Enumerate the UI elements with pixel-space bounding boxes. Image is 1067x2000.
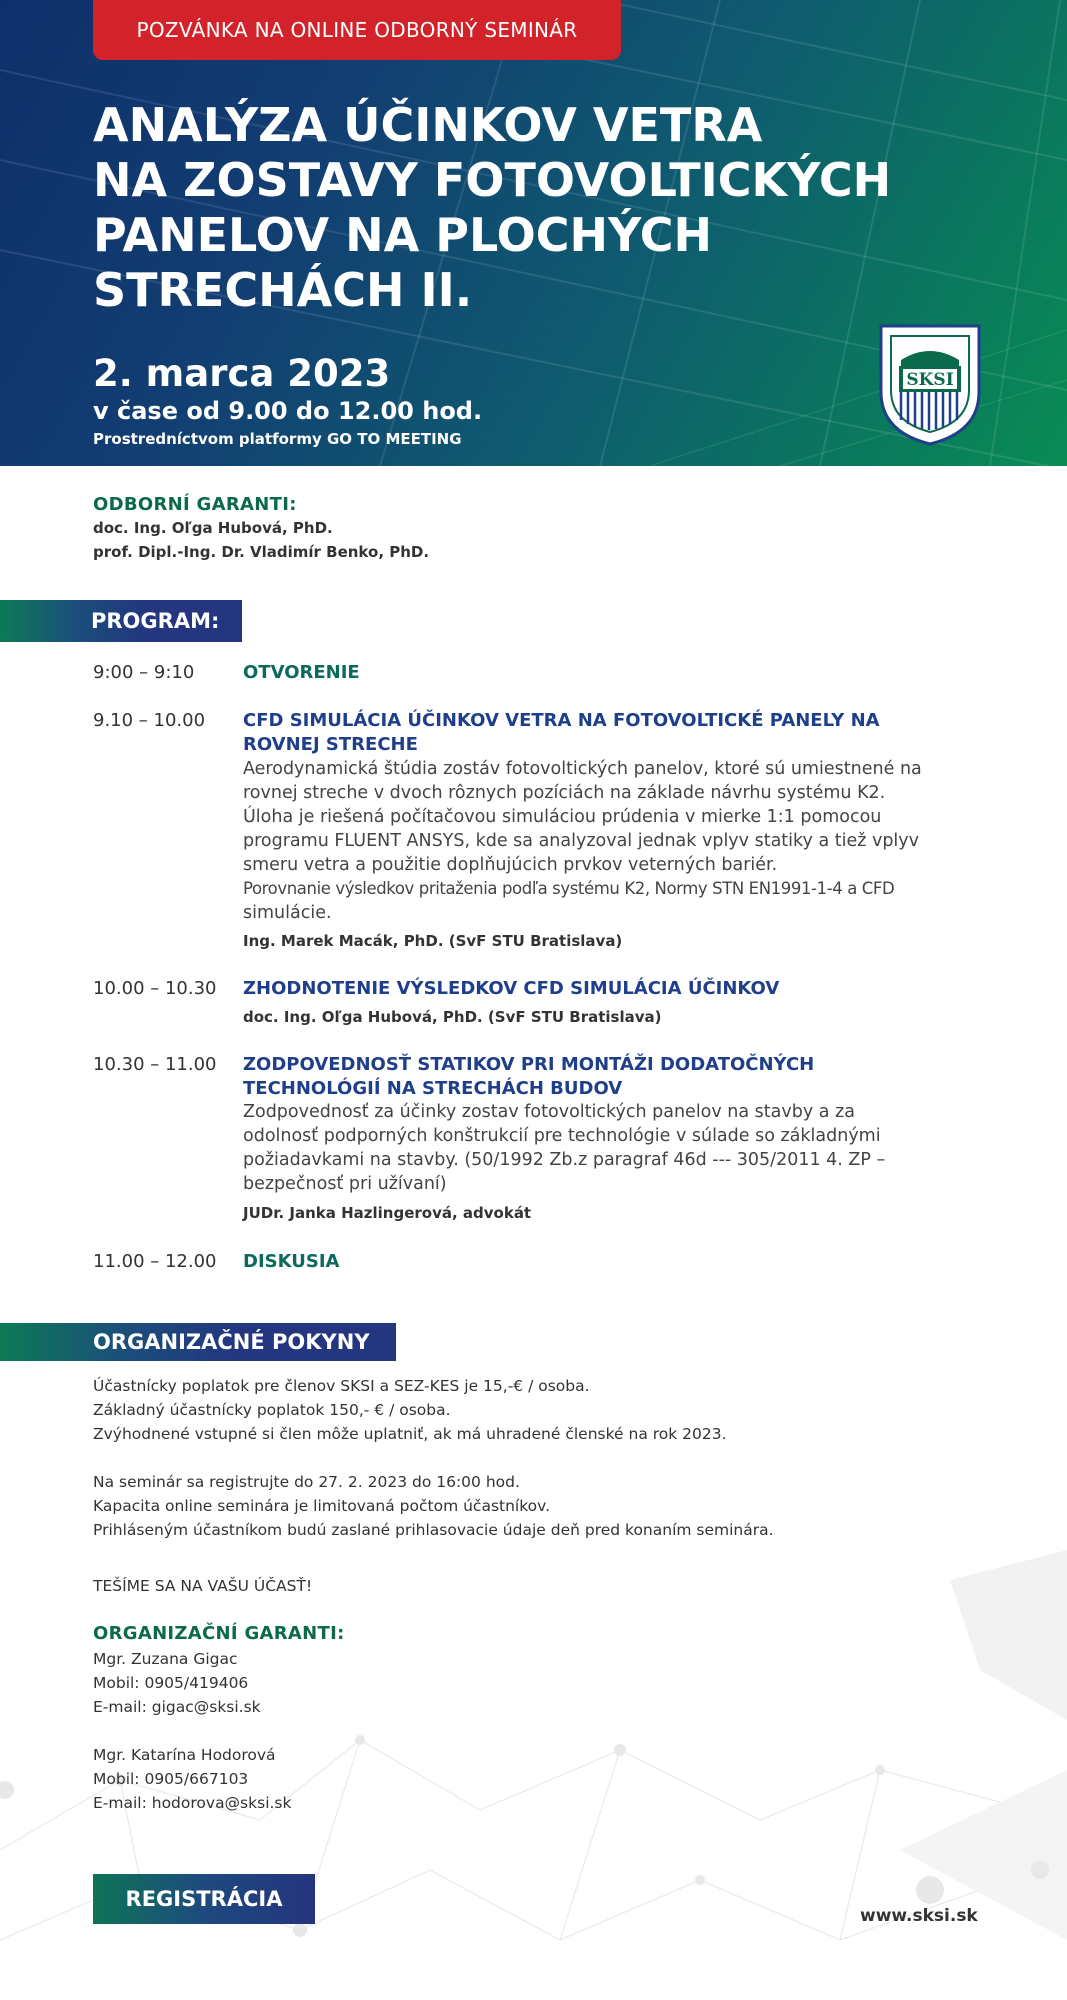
registration-button[interactable]: REGISTRÁCIA — [93, 1874, 315, 1924]
description-line: požiadavkami na stavby. (50/1992 Zb.z paragraf 46d --- 305/2011 4. ZP – — [243, 1150, 886, 1170]
program-description — [243, 1100, 983, 1196]
fee-info: Základný účastnícky poplatok 150,- € / osoba. — [93, 1401, 451, 1419]
seminar-platform: Prostredníctvom platformy GO TO MEETING — [93, 430, 462, 448]
fee-info: Zvýhodnené vstupné si člen môže uplatniť, ak má uhradené členské na rok 2023. — [93, 1425, 727, 1443]
program-title — [243, 709, 983, 757]
program-section-header: PROGRAM: — [0, 600, 242, 642]
organization-garants-heading: ORGANIZAČNÍ GARANTI: — [93, 1623, 345, 1644]
closing-text: TEŠÍME SA NA VAŠU ÚČASŤ! — [93, 1577, 313, 1595]
contact-phone: Mobil: 0905/667103 — [93, 1770, 249, 1788]
garant-name: doc. Ing. Oľga Hubová, PhD. — [93, 519, 333, 537]
description-line: Zodpovednosť za účinky zostav fotovoltických panelov na stavby a za — [243, 1102, 855, 1122]
program-time: 9:00 – 9:10 — [93, 662, 195, 683]
seminar-title — [93, 98, 993, 318]
title-line: PANELOV NA PLOCHÝCH — [93, 208, 712, 262]
program-speaker: doc. Ing. Oľga Hubová, PhD. (SvF STU Bratislava) — [243, 1008, 662, 1026]
program-time: 10.00 – 10.30 — [93, 978, 217, 999]
program-title-line: TECHNOLÓGIÍ NA STRECHÁCH BUDOV — [243, 1078, 623, 1099]
description-line: smeru vetra a použitie doplňujúcich prvkov veterných bariér. — [243, 855, 778, 875]
description-line: simulácie. — [243, 903, 332, 923]
garant-name: prof. Dipl.-Ing. Dr. Vladimír Benko, PhD. — [93, 543, 430, 561]
organization-section-header: ORGANIZAČNÉ POKYNY — [0, 1323, 396, 1361]
program-title: ZHODNOTENIE VÝSLEDKOV CFD SIMULÁCIA ÚČINKOV — [243, 978, 780, 999]
seminar-time: v čase od 9.00 do 12.00 hod. — [93, 397, 483, 425]
title-line: ANALÝZA ÚČINKOV VETRA — [93, 98, 763, 152]
header-banner — [0, 0, 1067, 466]
svg-text:SKSI: SKSI — [906, 370, 954, 390]
program-title-line: CFD SIMULÁCIA ÚČINKOV VETRA NA FOTOVOLTICKÉ PANELY NA — [243, 710, 880, 731]
description-line: bezpečnosť pri užívaní) — [243, 1174, 447, 1194]
program-time: 10.30 – 11.00 — [93, 1054, 217, 1075]
contact-email[interactable]: E-mail: gigac@sksi.sk — [93, 1698, 261, 1716]
registration-info: Prihláseným účastníkom budú zaslané prihlasovacie údaje deň pred konaním seminára. — [93, 1521, 774, 1539]
contact-name: Mgr. Zuzana Gigac — [93, 1650, 238, 1668]
program-time: 9.10 – 10.00 — [93, 710, 206, 731]
title-line: STRECHÁCH II. — [93, 263, 473, 317]
title-line: NA ZOSTAVY FOTOVOLTICKÝCH — [93, 153, 892, 207]
contact-email[interactable]: E-mail: hodorova@sksi.sk — [93, 1794, 292, 1812]
seminar-date: 2. marca 2023 — [93, 352, 391, 395]
registration-info: Na seminár sa registrujte do 27. 2. 2023 do 16:00 hod. — [93, 1473, 520, 1491]
description-line: programu FLUENT ANSYS, kde sa analyzoval jednak vplyv statiky a tiež vplyv — [243, 831, 920, 851]
description-line: Porovnanie výsledkov pritaženia podľa systému K2, Normy STN EN1991-1-4 a CFD — [243, 879, 895, 898]
program-title — [243, 1053, 983, 1101]
program-description — [243, 757, 983, 925]
description-line: Úloha je riešená počítačovou simuláciou prúdenia v mierke 1:1 pomocou — [243, 807, 882, 827]
program-time: 11.00 – 12.00 — [93, 1251, 217, 1272]
professional-garants-heading: ODBORNÍ GARANTI: — [93, 494, 297, 515]
registration-info: Kapacita online seminára je limitovaná počtom účastníkov. — [93, 1497, 551, 1515]
program-speaker: JUDr. Janka Hazlingerová, advokát — [243, 1204, 532, 1222]
description-line: Aerodynamická štúdia zostáv fotovoltických panelov, ktoré sú umiestnené na — [243, 759, 922, 779]
website-link[interactable]: www.sksi.sk — [860, 1906, 978, 1926]
program-title: OTVORENIE — [243, 662, 360, 683]
contact-name: Mgr. Katarína Hodorová — [93, 1746, 276, 1764]
description-line: odolnosť podporných konštrukcií pre technológie v súlade so základnými — [243, 1126, 881, 1146]
contact-phone: Mobil: 0905/419406 — [93, 1674, 249, 1692]
sksi-logo — [877, 322, 983, 447]
invitation-badge: POZVÁNKA NA ONLINE ODBORNÝ SEMINÁR — [93, 0, 621, 60]
fee-info: Účastnícky poplatok pre členov SKSI a SEZ-KES je 15,-€ / osoba. — [93, 1377, 590, 1395]
program-title: DISKUSIA — [243, 1251, 340, 1272]
program-speaker: Ing. Marek Macák, PhD. (SvF STU Bratislava) — [243, 932, 623, 950]
program-title-line: ROVNEJ STRECHE — [243, 734, 418, 755]
program-title-line: ZODPOVEDNOSŤ STATIKOV PRI MONTÁŽI DODATOČNÝCH — [243, 1054, 815, 1075]
description-line: rovnej streche v dvoch rôznych pozíciách na základe návrhu systému K2. — [243, 783, 886, 803]
